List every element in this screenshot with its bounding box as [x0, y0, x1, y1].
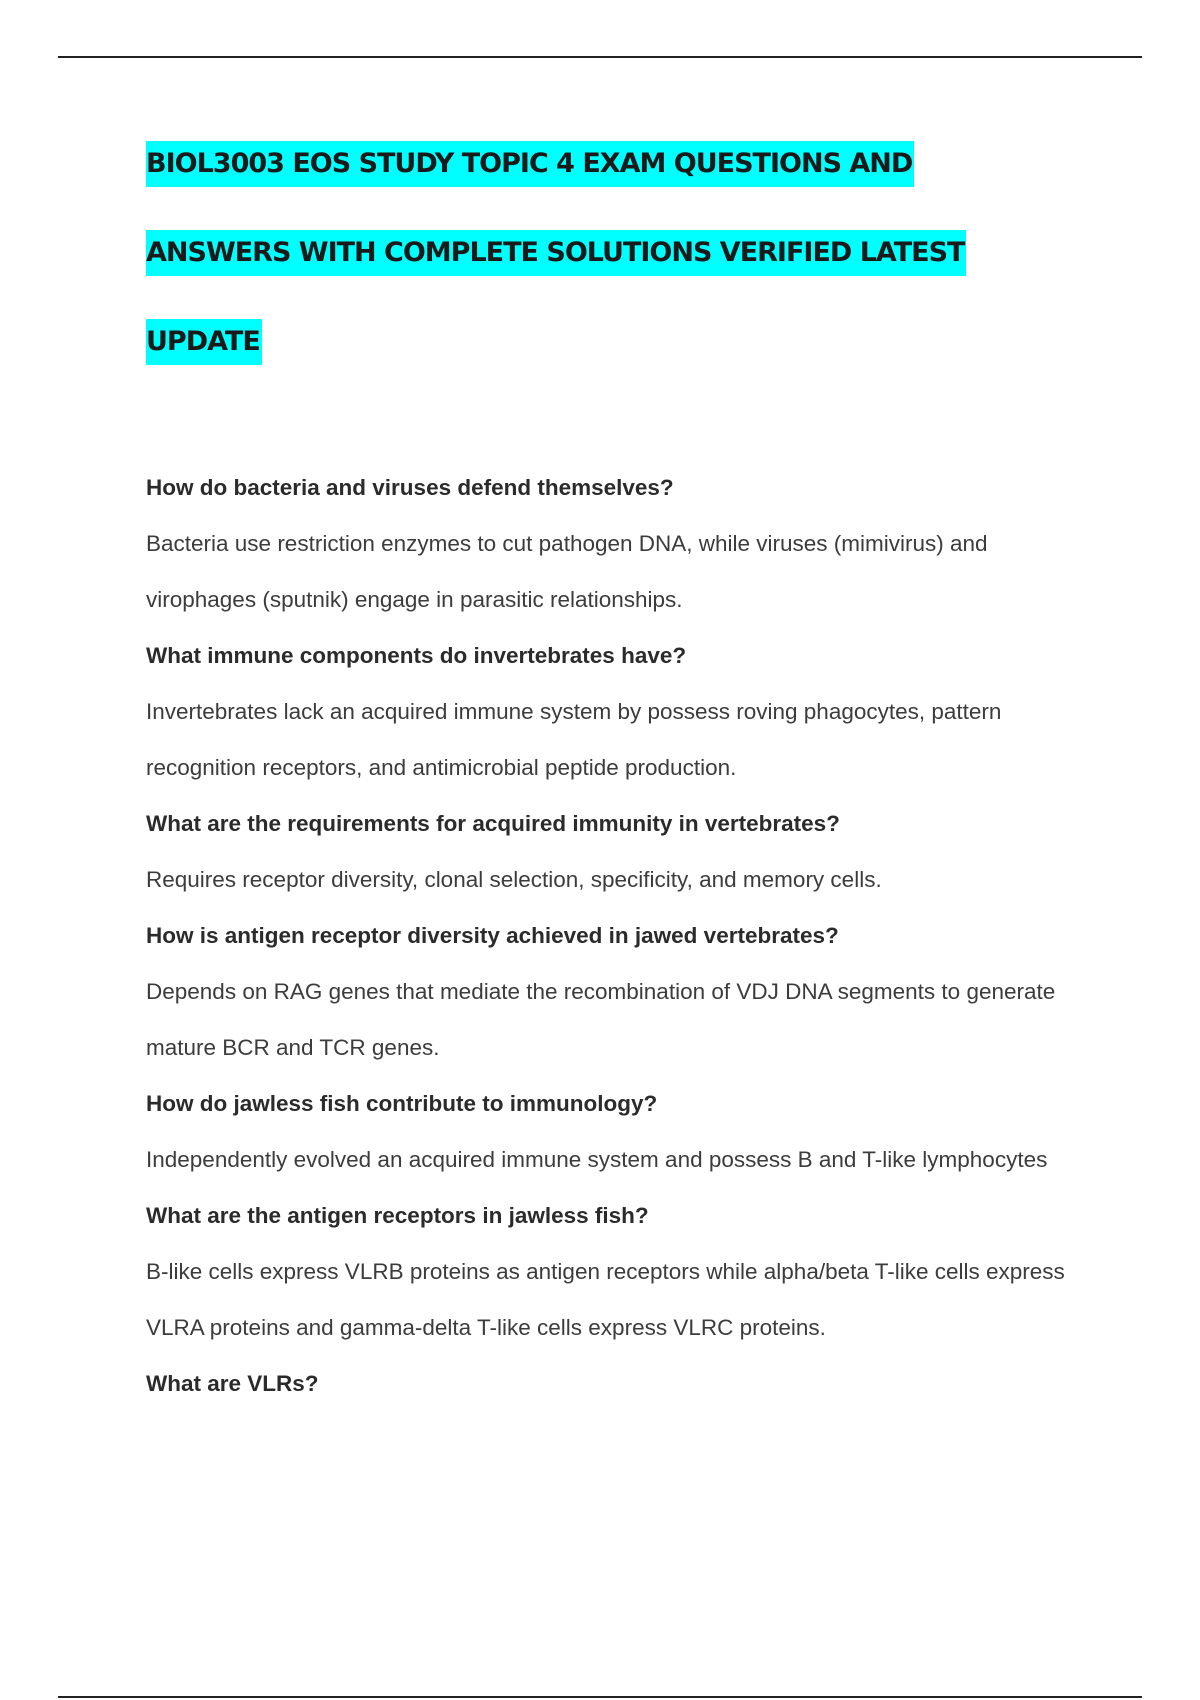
question-5: How do jawless fish contribute to immunology?	[146, 1091, 658, 1116]
answer-5: Independently evolved an acquired immune system and possess B and T-like lymphocytes	[146, 1147, 1048, 1172]
top-rule	[58, 56, 1142, 58]
question-3: What are the requirements for acquired immunity in vertebrates?	[146, 811, 840, 836]
answer-1: Bacteria use restriction enzymes to cut pathogen DNA, while viruses (mimivirus) and virophages (sputnik) engage in parasitic relationships.	[146, 531, 988, 612]
answer-4: Depends on RAG genes that mediate the recombination of VDJ DNA segments to generate mature BCR and TCR genes.	[146, 979, 1056, 1060]
title-line-text: UPDATE	[146, 319, 262, 365]
answer-2: Invertebrates lack an acquired immune system by possess roving phagocytes, pattern recognition receptors, and antimicrobial peptide production.	[146, 699, 1002, 780]
qa-list	[146, 460, 1086, 1412]
question-1: How do bacteria and viruses defend themselves?	[146, 475, 674, 500]
bottom-rule	[58, 1696, 1142, 1698]
answer-3: Requires receptor diversity, clonal selection, specificity, and memory cells.	[146, 867, 882, 892]
title-line	[146, 318, 1106, 407]
title-line-text: BIOL3003 EOS STUDY TOPIC 4 EXAM QUESTIONS AND	[146, 141, 914, 187]
title-line-text: ANSWERS WITH COMPLETE SOLUTIONS VERIFIED LATEST	[146, 230, 966, 276]
title-line	[146, 140, 1106, 229]
document-title	[146, 140, 1106, 407]
question-4: How is antigen receptor diversity achieved in jawed vertebrates?	[146, 923, 839, 948]
question-6: What are the antigen receptors in jawless fish?	[146, 1203, 649, 1228]
title-line	[146, 229, 1106, 318]
question-7: What are VLRs?	[146, 1371, 319, 1396]
answer-6: B-like cells express VLRB proteins as antigen receptors while alpha/beta T-like cells express VLRA proteins and gamma-delta T-like cells express VLRC proteins.	[146, 1259, 1065, 1340]
question-2: What immune components do invertebrates have?	[146, 643, 687, 668]
